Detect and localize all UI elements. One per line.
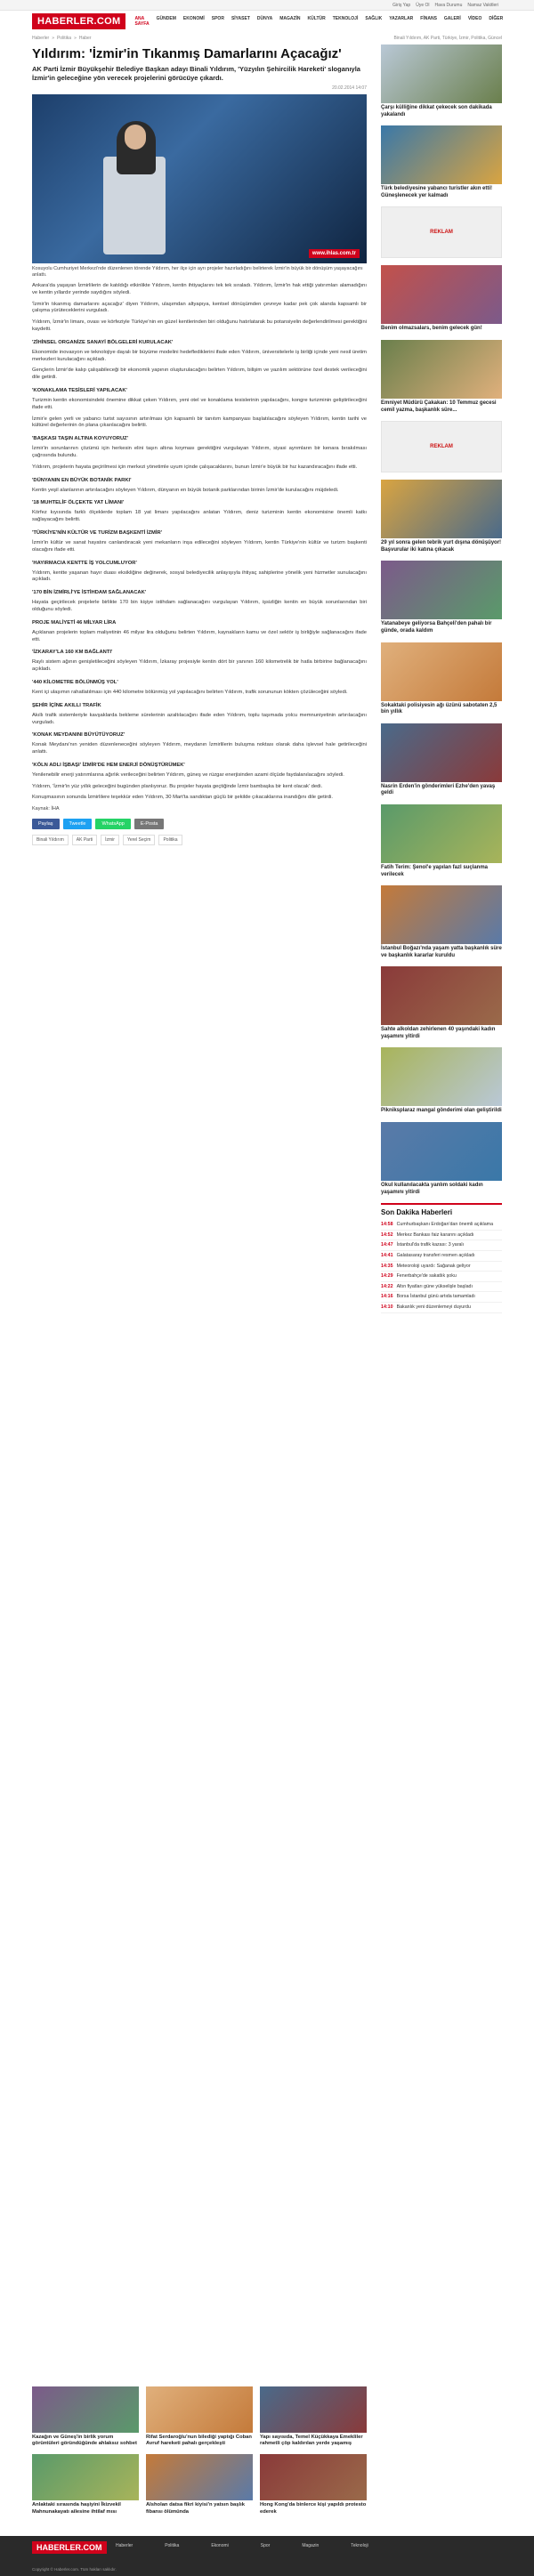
news-headline[interactable]: Çarşı külliğine dikkat çekecek son dakikada yakalandı — [381, 105, 492, 117]
news-text[interactable]: Bakanlık yeni düzenlemeyi duyurdu — [396, 1304, 471, 1310]
nav-item[interactable]: SPOR — [211, 16, 224, 21]
nav-item[interactable]: YAZARLAR — [389, 16, 414, 21]
share-button[interactable]: E-Posta — [134, 819, 165, 829]
section-heading: 'ZİHİNSEL ORGANİZE SANAYİ BÖLGELERİ KURULACAK' — [32, 339, 174, 345]
paragraph: Turizmin kentin ekonomisindeki önemine dikkat çeken Yıldırım, yeni otel ve konaklama tesislerinin yapılacağını, kongre turizminin geliştirileceğini ifade etti. — [32, 397, 367, 410]
paragraph: Raylı sistem ağının genişletileceğini söyleyen Yıldırım, İzkaray projesiyle kentin dört bir yanının 160 kilometrelik bir hatla birbirine bağlanacağını açıkladı. — [32, 659, 367, 673]
news-headline[interactable]: Emniyet Müdürü Çakakan: 10 Temmuz gecesi cemil yazma, başkanlık süre... — [381, 400, 497, 413]
nav-item[interactable]: GÜNDEM — [156, 16, 176, 21]
news-text[interactable]: Merkez Bankası faiz kararını açıkladı — [396, 1231, 474, 1238]
section-heading: 'BAŞKASI TAŞIN ALTINA KOYUYORUZ' — [32, 436, 129, 442]
share-button[interactable]: Paylaş — [32, 819, 60, 829]
sidebar-news-card[interactable] — [381, 265, 502, 333]
section-heading: 'KONAK MEYDANINI BÜYÜTÜYORUZ' — [32, 732, 125, 739]
news-thumbnail[interactable] — [381, 723, 502, 782]
news-time: 14:16 — [381, 1294, 393, 1300]
section-heading: ŞEHİR İÇİNE AKILLI TRAFİK — [32, 702, 101, 708]
paragraph: Yıldırım, kentte yaşanan hayır duası eksikliğine değinerek, sosyal belediyecilik anlayışıyla ihtiyaç sahiplerine yönelik yeni hizmetler sunulacağını açıkladı. — [32, 569, 367, 583]
breaking-news-item[interactable] — [381, 1272, 502, 1282]
paragraph: Körfez kıyısında farklı ölçeklerde toplam 18 yat limanı yapılacağını anlatan Yıldırım, deniz turizminin kentin ekonomisine önemli katkı sağlayacağını belirtti. — [32, 510, 367, 523]
section-heading: 'KONAKLAMA TESİSLERİ YAPILACAK' — [32, 387, 127, 393]
sidebar-news-card[interactable] — [381, 480, 502, 553]
paragraph: Konak Meydanı'nın yeniden düzenleneceğini söyleyen Yıldırım, meydanın İzmirlilerin buluşma noktası olarak daha işlevsel hale getirileceğini anlattı. — [32, 742, 367, 755]
breadcrumb-item[interactable]: Politika — [56, 36, 72, 41]
news-thumbnail[interactable] — [381, 44, 502, 103]
sidebar-news-card[interactable] — [381, 804, 502, 878]
related-headline[interactable]: Anlaktaki sırasında haşiyini İkizvekil Mahnunakayatı ailesine ihtilaf mısı — [32, 2502, 121, 2515]
news-time: 14:22 — [381, 1283, 393, 1289]
sidebar — [381, 44, 502, 1313]
news-headline[interactable]: Benim olmazsalars, benim gelecek gün! — [381, 326, 482, 332]
news-time: 14:58 — [381, 1222, 393, 1228]
news-text[interactable]: Borsa İstanbul günü artıda tamamladı — [396, 1294, 475, 1300]
breadcrumb-item[interactable]: Haber — [78, 36, 92, 41]
share-button[interactable]: WhatsApp — [95, 819, 130, 829]
article — [32, 44, 367, 845]
news-headline[interactable]: Sokaktaki polisiyesin ağı üzünü sabotaten 2,5 bin yıllık — [381, 702, 498, 715]
ad-banner[interactable]: REKLAM — [381, 421, 502, 472]
news-headline[interactable]: İstanbul Boğazı'nda yaşam yatta başkanlık süre ve başkanlık kararlar kuruldu — [381, 946, 502, 958]
related-headline[interactable]: Kazağın ve Güneş'in birlik yorum görüntüleri göründüğünde ahlaksız sohbet — [32, 2435, 137, 2447]
news-text[interactable]: Galatasaray transferi resmen açıkladı — [396, 1253, 475, 1259]
related-news-card[interactable] — [260, 2386, 367, 2447]
section-heading: '170 BİN İZMİRLİ'YE İSTİHDAM SAĞLANACAK' — [32, 590, 147, 596]
news-headline[interactable]: Pikniksplaraz mangal gönderimi olan geliştirildi — [381, 1108, 502, 1114]
paragraph: İzmir'e gelen yerli ve yabancı turist sayısının artırılması için kapsamlı bir tanıtım kampanyası başlatılacağını söyleyen Yıldırım, kentin tarihi ve kültürel değerlerinin ön plana çıkarılacağını belirtti. — [32, 416, 367, 429]
related-headline[interactable]: Alsholan datsa fikri kiyisi'n yatsın başlık fibansı ölümünda — [146, 2502, 245, 2515]
breaking-news-box — [381, 1203, 502, 1312]
nav-item[interactable]: VİDEO — [467, 16, 482, 21]
breaking-news-item[interactable] — [381, 1282, 502, 1293]
news-thumbnail[interactable] — [381, 561, 502, 619]
breaking-news-item[interactable] — [381, 1220, 502, 1231]
news-thumbnail[interactable] — [381, 265, 502, 324]
paragraph: Açıklanan projelerin toplam maliyetinin 46 milyar lira olduğunu belirten Yıldırım, kaynakların kamu ve özel sektör iş birliğiyle sağlanacağını ifade etti. — [32, 629, 367, 642]
nav-item[interactable]: MAGAZİN — [279, 16, 301, 21]
section-heading: 'İZKARAY'LA 160 KM BAĞLANTI' — [32, 650, 113, 656]
news-thumbnail[interactable] — [381, 125, 502, 184]
sidebar-news-card[interactable] — [381, 885, 502, 959]
related-thumbnail[interactable] — [260, 2386, 367, 2433]
nav-item[interactable]: EKONOMİ — [182, 16, 205, 21]
section-heading: 'KÖLN ADLI İŞBAŞI' İZMİR'DE HEM ENERJİ DÖNÜŞTÜRÜMEK' — [32, 762, 185, 768]
paragraph: İzmir'in kültür ve sanat hayatını canlandıracak yeni mekanların inşa edileceğini söyleyen Yıldırım, kentin Türkiye'nin kültür ve turizm başkenti olacağını ifade etti. — [32, 539, 367, 553]
breaking-news-item[interactable] — [381, 1240, 502, 1251]
nav-item[interactable]: ANA SAYFA — [134, 16, 150, 27]
paragraph: Gençlerin İzmir'de kalıp çalışabileceği bir ekonomik yapının oluşturulacağını belirten Yıldırım, bilişim ve yazılım sektörüne özel destek verileceğini dile getirdi. — [32, 367, 367, 381]
breadcrumb-separator: » — [52, 36, 54, 41]
section-heading: PROJE MALİYETİ 46 MİLYAR LİRA — [32, 619, 117, 626]
section-heading: 'TÜRKİYE'NİN KÜLTÜR VE TURİZM BAŞKENTİ İZMİR' — [32, 529, 163, 536]
paragraph: Yıldırım, İzmir'in limanı, ovası ve körfeziyle Türkiye'nin en güzel kentlerinden biri olduğunu hatırlatarak bu potansiyelin değerlendirilmesi gerektiğini kaydetti. — [32, 319, 367, 332]
nav-item[interactable]: FİNANS — [420, 16, 437, 21]
breaking-news-item[interactable] — [381, 1251, 502, 1262]
paragraph: Ekonomide inovasyon ve teknolojiye dayalı bir büyüme modelini hedeflediklerini ifade eden Yıldırım, üniversitelerle iş birliği içinde yeni nesil üretim merkezleri kurulacağını açıkladı. — [32, 349, 367, 362]
related-thumbnail[interactable] — [146, 2454, 253, 2500]
topbar-link[interactable]: Namaz Vakitleri — [467, 2, 498, 8]
news-time: 14:52 — [381, 1231, 393, 1238]
news-text[interactable]: İstanbul'da trafik kazası: 3 yaralı — [396, 1242, 465, 1248]
news-text[interactable]: Cumhurbaşkanı Erdoğan'dan önemli açıklama — [396, 1222, 494, 1228]
news-thumbnail[interactable] — [381, 642, 502, 701]
footer-link[interactable]: Spor — [260, 2543, 271, 2548]
tag-link[interactable]: İzmir — [101, 835, 119, 845]
article-source: Kaynak: İHA — [32, 806, 60, 812]
news-text[interactable]: Fenerbahçe'de sakatlık şoku — [396, 1273, 457, 1280]
related-news-card[interactable] — [146, 2386, 253, 2447]
speaker-face — [125, 125, 146, 149]
section-heading: 'DÜNYANIN EN BÜYÜK BOTANİK PARKI' — [32, 477, 132, 483]
site-logo[interactable]: HABERLER.COM — [32, 13, 125, 29]
paragraph: İzmir'in sorunlarının çözümü için herkesin elini taşın altına koyması gerektiğini vurgulayan Yıldırım, siyasi ayrımların bir kenara bırakılması çağrısında bulundu. — [32, 446, 367, 458]
breaking-news-item[interactable] — [381, 1303, 502, 1313]
sidebar-news-card[interactable] — [381, 1047, 502, 1115]
footer-link[interactable]: Ekonomi — [211, 2543, 229, 2548]
breaking-news-item[interactable] — [381, 1292, 502, 1303]
news-time: 14:35 — [381, 1263, 393, 1269]
related-headline[interactable]: Rifat Serdaroğlu'nun bilediği yaptığı Coban Avruf hareketi pahalı gerçekleşti — [146, 2435, 252, 2447]
news-text[interactable]: Altın fiyatları güne yükselişle başladı — [396, 1283, 473, 1289]
sidebar-news-card[interactable] — [381, 561, 502, 634]
related-headline[interactable]: Hong Kong'da binlerce kişi yapıldı protesto ederek — [260, 2502, 367, 2515]
news-headline[interactable]: 29 yıl sonra gelen tebrik yurt dışına dönüşüyor! Başvurular iki katına çıkacak — [381, 540, 502, 553]
image-watermark: www.ihlas.com.tr — [309, 249, 360, 258]
nav-item[interactable]: KÜLTÜR — [307, 16, 326, 21]
share-bar — [32, 819, 367, 829]
article-title: Yıldırım: 'İzmir'in Tıkanmış Damarlarını Açacağız' — [32, 46, 342, 61]
paragraph: Yıldırım, 'İzmir'in yüz yıllık geleceğini bugünden planlıyoruz. Bu projeler hayata geçtiğinde İzmir bambaşka bir kent olacak' dedi. — [32, 783, 323, 789]
tag-link[interactable]: Politika — [158, 835, 182, 845]
section-heading: 'HAYIRMACIA KENTTE İŞ YOLCUMLUYOR' — [32, 560, 137, 566]
ad-banner[interactable]: REKLAM — [381, 206, 502, 258]
paragraph: Konuşmasının sonunda İzmirlilere teşekkür eden Yıldırım, 30 Mart'ta sandıktan güçlü bir şekilde çıkacaklarına inandığını dile getirdi. — [32, 795, 334, 801]
news-headline[interactable]: Nasrin Erden'in gönderimleri Ezhe'den yavaş geldi — [381, 783, 496, 796]
news-time: 14:29 — [381, 1273, 393, 1280]
paragraph: Kent içi ulaşımın rahatlatılması için 440 kilometre bölünmüş yol yapılacağını belirten Yıldırım, trafik sorununun kökten çözüleceğini söyledi. — [32, 689, 348, 695]
related-headline[interactable]: Yapı sayısıda, Temel Küçükkaya Emekliler rahmetli çöp kaldırılan yerde yaşamış — [260, 2435, 363, 2447]
paragraph: Hayata geçirilecek projelerle birlikte 170 bin kişiye istihdam sağlanacağını vurgulayan Yıldırım, işsizliğin kentin en büyük sorunlarından biri olduğunu söyledi. — [32, 600, 367, 612]
section-heading: '440 KİLOMETRE BÖLÜNMÜŞ YOL' — [32, 679, 118, 685]
nav-item[interactable]: SİYASET — [231, 16, 250, 21]
copyright: Copyright © Haberler.com. Tüm hakları saklıdır. — [32, 2567, 117, 2572]
section-heading: '18 MUHTELİF ÖLÇEKTE YAT LİMANI' — [32, 500, 125, 506]
sidebar-news-card[interactable] — [381, 966, 502, 1040]
news-headline[interactable]: Okul kullanılacakta yanlım soldaki kadın yaşamını yitirdi — [381, 1183, 483, 1195]
nav-item[interactable]: GALERİ — [443, 16, 461, 21]
breaking-news-title: Son Dakika Haberleri — [381, 1208, 453, 1217]
paragraph: 'İzmir'in tıkanmış damarlarını açacağız' diyen Yıldırım, ulaşımdan altyapıya, kentsel dönüşümden çevreye kadar pek çok alanda kapsamlı bir çalışma yürüteceklerini vurguladı. — [32, 301, 367, 314]
paragraph: Yenilenebilir enerji yatırımlarına ağırlık verileceğini belirten Yıldırım, güneş ve rüzgar enerjisinden azami ölçüde faydalanılacağını söyledi. — [32, 771, 344, 778]
sidebar-news-card[interactable] — [381, 723, 502, 797]
news-thumbnail[interactable] — [381, 1047, 502, 1106]
news-thumbnail[interactable] — [381, 966, 502, 1025]
related-thumbnail[interactable] — [32, 2454, 139, 2500]
sidebar-news-card[interactable] — [381, 1122, 502, 1196]
footer-logo[interactable]: HABERLER.COM — [32, 2541, 107, 2554]
related-thumbnail[interactable] — [146, 2386, 253, 2433]
content-container — [32, 36, 502, 1310]
news-headline[interactable]: Yatanabeye geliyorsa Bahçeli'den pahalı bir günde, orada kaldım — [381, 621, 492, 634]
tag-link[interactable]: AK Parti — [72, 835, 97, 845]
related-news-card[interactable] — [32, 2454, 139, 2515]
news-thumbnail[interactable] — [381, 480, 502, 538]
article-body — [32, 283, 367, 802]
breaking-news-item[interactable] — [381, 1231, 502, 1241]
breadcrumb-item[interactable]: Haberler — [32, 36, 50, 41]
news-thumbnail[interactable] — [381, 885, 502, 944]
paragraph: Akıllı trafik sistemleriyle kavşaklarda bekleme sürelerinin azaltılacağını ifade eden Yıldırım, toplu taşımada yolcu memnuniyetinin artırılacağını vurguladı. — [32, 712, 367, 725]
sidebar-news-card[interactable] — [381, 642, 502, 716]
related-news-card[interactable] — [146, 2454, 253, 2515]
footer-link[interactable]: Magazin — [302, 2543, 320, 2548]
news-time: 14:10 — [381, 1304, 393, 1310]
header — [0, 11, 534, 32]
news-thumbnail[interactable] — [381, 804, 502, 863]
footer-link[interactable]: Teknoloji — [351, 2543, 368, 2548]
news-text[interactable]: Meteoroloji uyardı: Sağanak geliyor — [396, 1263, 471, 1269]
related-news — [32, 2386, 367, 2515]
related-news-card[interactable] — [260, 2454, 367, 2515]
hero-image — [32, 94, 367, 263]
paragraph: Kentin yeşil alanlarının artırılacağını söyleyen Yıldırım, dünyanın en büyük botanik parklarından birinin İzmir'de kurulacağını müjdeledi. — [32, 487, 339, 493]
footer-links — [116, 2543, 368, 2548]
news-time: 14:47 — [381, 1242, 393, 1248]
news-headline[interactable]: Fatih Terim: Şenol'e yapılan fazl suçlanma verilecek — [381, 864, 489, 877]
footer-link[interactable]: Politika — [165, 2543, 180, 2548]
article-lead: AK Parti İzmir Büyükşehir Belediye Başkan adayı Binali Yıldırım, 'Yüzyılın Şehircilik Hareketi' sloganıyla İzmir'in geleceğine yön verecek projelerini görücüye çıkardı. — [32, 65, 360, 82]
article-date: 20.02.2014 14:07 — [332, 85, 367, 91]
tag-link[interactable]: Yerel Seçim — [123, 835, 156, 845]
tag-breadcrumb: Binali Yıldırım, AK Parti, Türkiye, İzmir, Politika, Güncel — [393, 36, 502, 41]
news-thumbnail[interactable] — [381, 1122, 502, 1181]
nav-item[interactable]: DÜNYA — [256, 16, 273, 21]
related-news-card[interactable] — [32, 2386, 139, 2447]
breadcrumb-separator: » — [74, 36, 77, 41]
related-thumbnail[interactable] — [260, 2454, 367, 2500]
nav-item[interactable]: TEKNOLOJİ — [332, 16, 359, 21]
image-caption: Kosuyolu Cumhuriyet Merkezi'nde düzenlenen törende Yıldırım, her ilçe için ayrı projeler hazırladığını belirterek İzmir'in büyük bir dönüşüm yaşayacağını anlattı. — [32, 266, 363, 278]
sidebar-news-card[interactable] — [381, 340, 502, 414]
news-time: 14:41 — [381, 1253, 393, 1259]
news-thumbnail[interactable] — [381, 340, 502, 399]
sidebar-news-card[interactable] — [381, 125, 502, 199]
news-headline[interactable]: Türk belediyesine yabancı turistler akın etti! Güneşlenecek yer kalmadı — [381, 186, 493, 198]
topbar-link[interactable]: Hava Durumu — [434, 2, 463, 8]
tag-list — [32, 835, 367, 845]
breaking-news-item[interactable] — [381, 1262, 502, 1272]
footer — [0, 2536, 534, 2576]
topbar-link[interactable]: Giriş Yap — [392, 2, 411, 8]
nav-item[interactable]: DİĞER — [489, 16, 504, 21]
paragraph: Ankara'da yaşayan İzmirlilerin de katıldığı etkinlikte Yıldırım, kentin ihtiyaçlarını tek tek sıraladı. Yıldırım, İzmir'in hak ettiği yatırımları alamadığını ve kentin yıllardır yerinde saydığını söyledi. — [32, 283, 367, 295]
share-button[interactable]: Tweetle — [63, 819, 93, 829]
nav-item[interactable]: SAĞLIK — [365, 16, 383, 21]
tag-link[interactable]: Binali Yıldırım — [32, 835, 69, 845]
sidebar-news-card[interactable] — [381, 44, 502, 118]
main-nav — [133, 14, 505, 28]
related-thumbnail[interactable] — [32, 2386, 139, 2433]
paragraph: Yıldırım, projelerin hayata geçirilmesi için merkezi yönetimle uyum içinde çalışacaklarını, bunun İzmir'e büyük bir hız kazandıracağını ifade etti. — [32, 464, 358, 470]
footer-link[interactable]: Haberler — [116, 2543, 134, 2548]
top-utility-bar — [0, 0, 534, 11]
news-headline[interactable]: Sahte alkoldan zehirlenen 40 yaşındaki kadın yaşamını yitirdi — [381, 1027, 496, 1039]
topbar-link[interactable]: Üye Ol — [416, 2, 430, 8]
